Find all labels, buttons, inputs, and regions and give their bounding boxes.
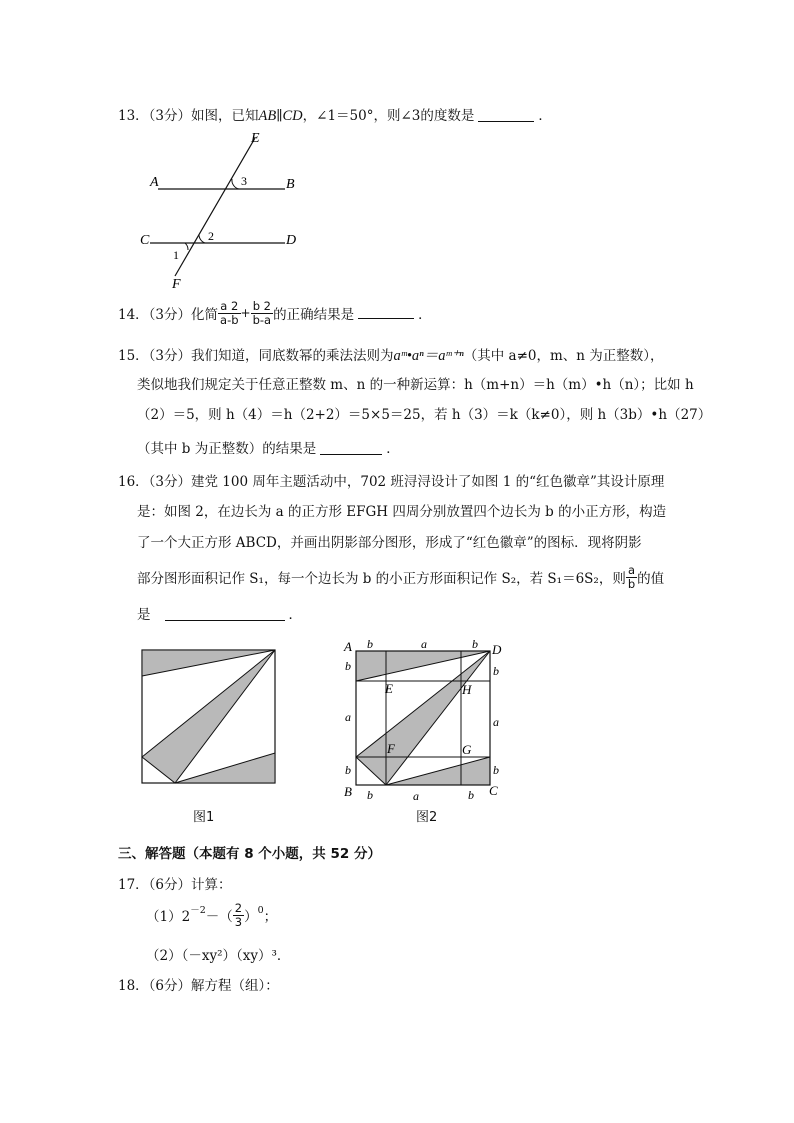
fraction-b2: $\frac{b 2}{b-a}$ bbox=[252, 299, 272, 327]
answer-blank-13[interactable] bbox=[478, 121, 534, 122]
svg-text:b: b bbox=[367, 637, 373, 651]
svg-text:b: b bbox=[493, 763, 499, 777]
fraction-2-over-3: $\frac{2}{3}$ bbox=[234, 901, 243, 929]
q17-part-1: $(1)2^{-2}-$（ $\frac{2}{3}$ ）$^0$； bbox=[146, 901, 278, 929]
answer-blank-15[interactable] bbox=[320, 454, 382, 455]
q17-title: 17．（6分）计算： bbox=[118, 877, 232, 893]
figure-1-caption: 图1 bbox=[193, 810, 215, 825]
svg-text:a: a bbox=[493, 715, 499, 729]
q16-line-1: 16．（3分）建党 100 周年主题活动中，702 班浔浔设计了如图 1 的“红色徽章”其设计原理 bbox=[118, 474, 665, 490]
figure-2-caption: 图2 bbox=[416, 810, 438, 825]
fraction-a2: $\frac{a 2}{a-b}$ bbox=[220, 299, 239, 327]
label-B: B bbox=[344, 784, 352, 799]
svg-text:b: b bbox=[345, 659, 351, 673]
angle-1-arc bbox=[185, 243, 188, 250]
q17-part-2: （2）（－xy²）（xy）³． bbox=[146, 948, 291, 964]
svg-text:a: a bbox=[413, 789, 419, 803]
label-f: F bbox=[172, 277, 181, 292]
label-A: A bbox=[344, 639, 352, 654]
svg-text:a: a bbox=[345, 710, 351, 724]
svg-text:b: b bbox=[468, 788, 474, 802]
label-E: E bbox=[385, 681, 393, 696]
label-a: A bbox=[150, 175, 159, 190]
label-1: 1 bbox=[173, 248, 179, 262]
q13-text: 13．（3分）如图，已知AB∥CD，∠1＝50°，则∠3的度数是 ． bbox=[118, 108, 552, 124]
label-d: D bbox=[286, 233, 297, 248]
label-c: C bbox=[140, 233, 150, 248]
svg-text:b: b bbox=[367, 788, 373, 802]
angle-3-arc bbox=[232, 179, 239, 189]
svg-text:b: b bbox=[345, 763, 351, 777]
label-2: 2 bbox=[208, 229, 214, 243]
q18-title: 18．（6分）解方程（组）： bbox=[118, 978, 279, 994]
fraction-a-over-b: $\frac{a}{b}$ bbox=[627, 563, 636, 591]
q15-line-2: 类似地我们规定关于任意正整数 m、n 的一种新运算：h（m+n）＝h（m）•h（n）；比如 h bbox=[137, 377, 694, 393]
label-F: F bbox=[387, 741, 395, 756]
label-D: D bbox=[492, 642, 502, 657]
q14-text: 14．（3分）化简 $\frac{a 2}{a-b}$ + $\frac{b 2}{b-a}$ 的正确结果是 ． bbox=[118, 299, 432, 327]
q15-line-4: （其中 b 为正整数）的结果是 ． bbox=[137, 441, 400, 457]
q16-line-4: 部分图形面积记作 S₁，每一个边长为 b 的小正方形面积记作 S₂，若 S₁＝6S₂，则 $\frac{a}{b}$ 的值 bbox=[137, 563, 665, 591]
answer-blank-14[interactable] bbox=[358, 318, 414, 319]
answer-blank-16[interactable] bbox=[165, 620, 285, 621]
section-3-title: 三、解答题（本题有 8 个小题，共 52 分） bbox=[118, 846, 381, 862]
label-e: E bbox=[251, 131, 260, 146]
q13-figure bbox=[130, 128, 330, 293]
angle-2-arc bbox=[199, 234, 205, 243]
label-b: B bbox=[286, 177, 295, 192]
label-G: G bbox=[462, 742, 472, 757]
q16-line-3: 了一个大正方形 ABCD，并画出阴影部分图形，形成了“红色徽章”的图标．现将阴影 bbox=[137, 535, 642, 551]
q16-line-2: 是：如图 2，在边长为 a 的正方形 EFGH 四周分别放置四个边长为 b 的小正方形，构造 bbox=[137, 504, 667, 520]
q15-line-1: 15．（3分）我们知道，同底数幂的乘法法则为aᵐ•aⁿ＝aᵐ⁺ⁿ（其中 a≠0，m、n 为正整数）， bbox=[118, 348, 664, 364]
svg-text:b: b bbox=[472, 637, 478, 651]
figure-2-diagram bbox=[340, 636, 510, 806]
label-C: C bbox=[489, 783, 498, 798]
svg-text:b: b bbox=[493, 664, 499, 678]
label-H: H bbox=[462, 682, 472, 697]
figure-1-badge bbox=[138, 646, 280, 788]
label-3: 3 bbox=[241, 174, 247, 188]
q15-line-3: （2）＝5，则 h（4）＝h（2+2）＝5×5＝25，若 h（3）＝k（k≠0），则 h（3b）•h（27） bbox=[137, 407, 712, 423]
svg-text:a: a bbox=[421, 637, 427, 651]
q16-line-5: 是 ． bbox=[137, 607, 302, 623]
line-ef bbox=[175, 138, 255, 276]
